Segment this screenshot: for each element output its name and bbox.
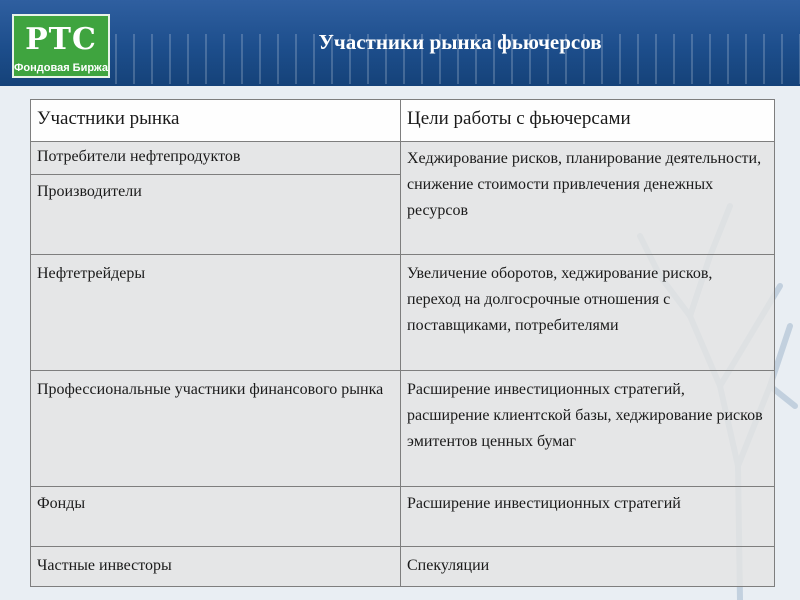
cell-goals: Расширение инвестиционных стратегий [401, 487, 775, 547]
participants-table [30, 99, 775, 587]
table-row [31, 487, 775, 547]
header-goals: Цели работы с фьючерсами [401, 100, 775, 142]
cell-participant: Производители [31, 175, 401, 255]
table-row [31, 547, 775, 587]
header-participants: Участники рынка [31, 100, 401, 142]
table-row [31, 371, 775, 487]
cell-participant: Профессиональные участники финансового рынка [31, 371, 401, 487]
cell-goals: Расширение инвестиционных стратегий, расширение клиентской базы, хеджирование рисков эмитентов ценных бумаг [401, 371, 775, 487]
logo-name: РТС [25, 22, 97, 57]
cell-participant: Частные инвесторы [31, 547, 401, 587]
logo-subtitle: Фондовая Биржа [14, 62, 108, 74]
cell-participant: Фонды [31, 487, 401, 547]
cell-goals: Хеджирование рисков, планирование деятельности, снижение стоимости привлечения денежных ресурсов [401, 142, 775, 255]
table-header-row [31, 100, 775, 142]
slide-title: Участники рынка фьючерсов [318, 30, 602, 54]
rts-logo [12, 14, 110, 78]
cell-goals: Спекуляции [401, 547, 775, 587]
cell-participant: Потребители нефтепродуктов [31, 142, 401, 175]
table-row [31, 255, 775, 371]
cell-goals: Увеличение оборотов, хеджирование рисков, переход на долгосрочные отношения с поставщиками, потребителями [401, 255, 775, 371]
table-row [31, 142, 775, 175]
cell-participant: Нефтетрейдеры [31, 255, 401, 371]
slide-header [0, 0, 800, 86]
